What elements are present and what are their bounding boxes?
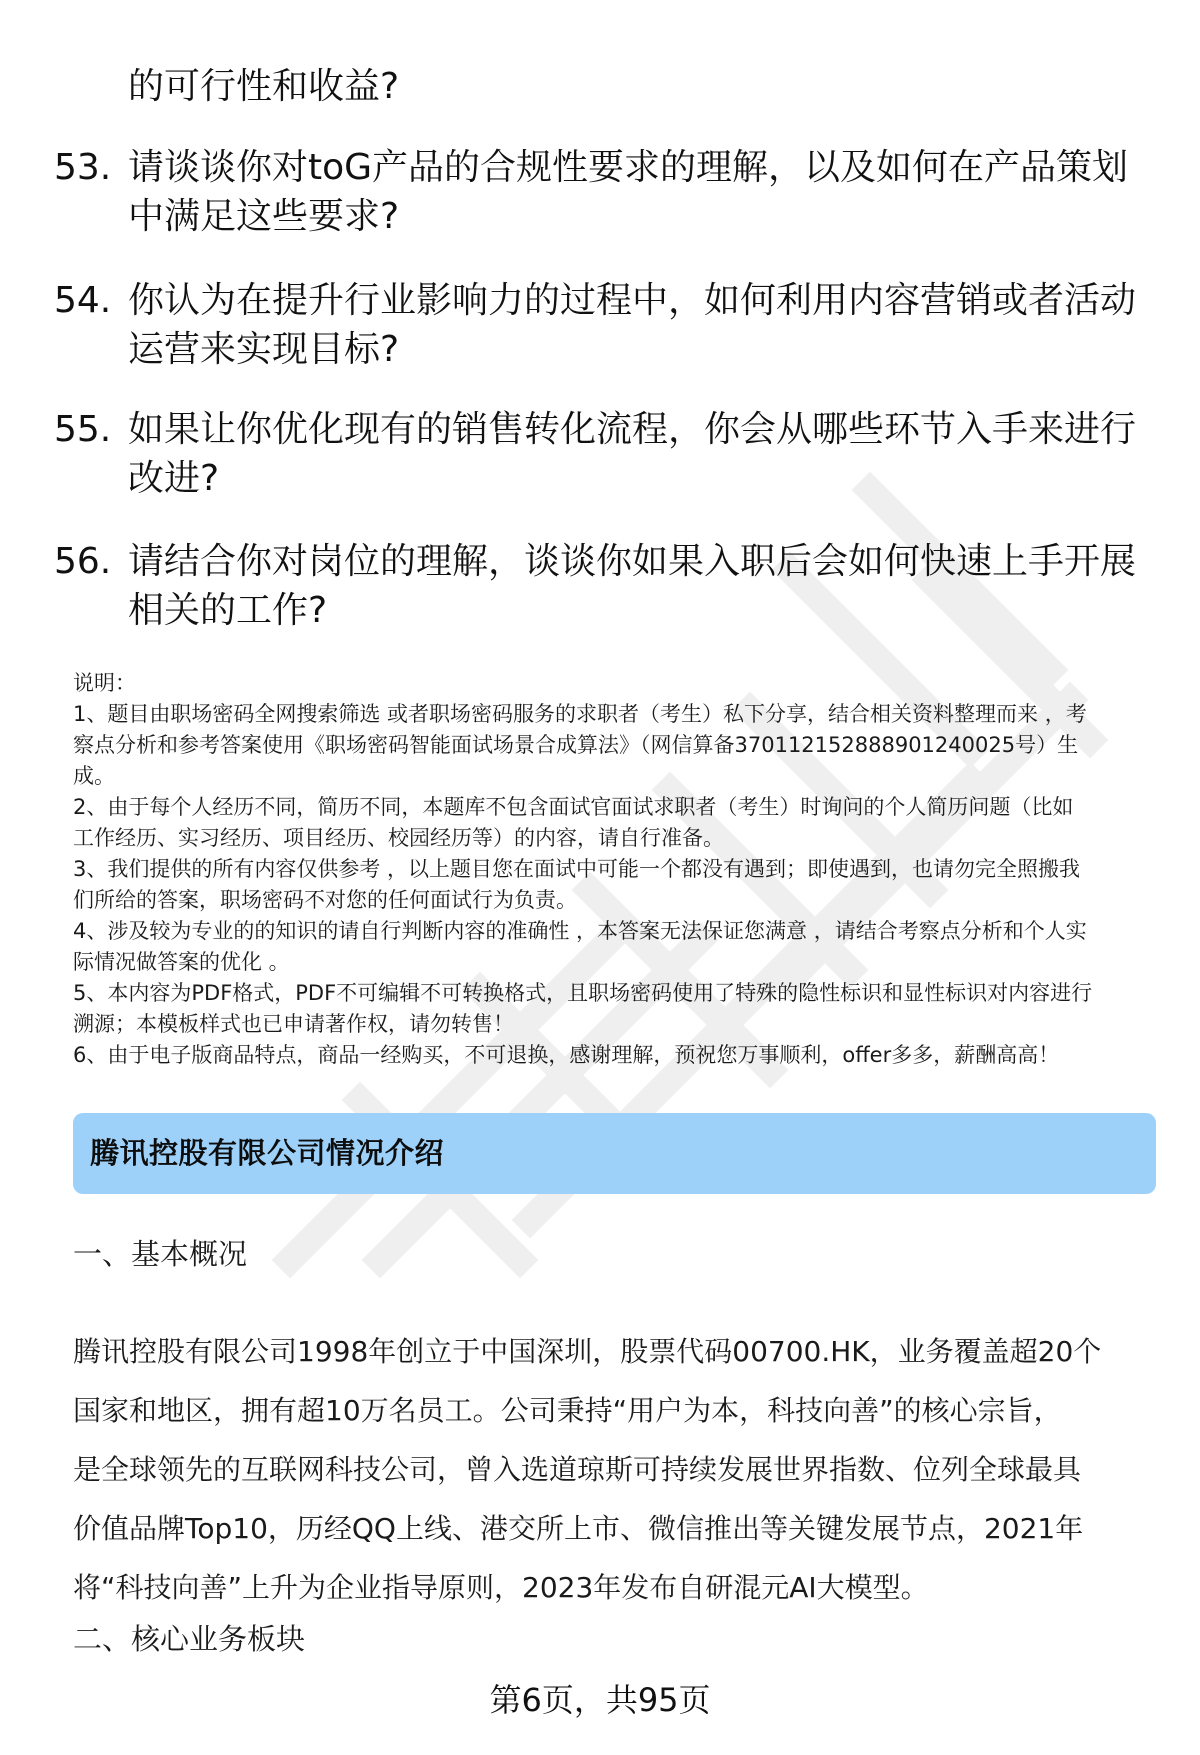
notes-line: 工作经历、实习经历、项目经历、校园经历等）的内容，请自行准备。: [73, 826, 724, 850]
question-line: 中满足这些要求?: [128, 196, 400, 237]
question-text: [128, 143, 1148, 241]
heading-basic-overview: 一、基本概况: [73, 1237, 248, 1271]
paragraph-line: 是全球领先的互联网科技公司，曾入选道琼斯可持续发展世界指数、位列全球最具: [73, 1453, 1082, 1486]
section-banner: [73, 1113, 1156, 1194]
notes-line: 溯源；本模板样式也已申请著作权，请勿转售！: [73, 1012, 514, 1036]
page-indicator: 第6页，共95页: [489, 1681, 711, 1719]
question-number: 54.: [54, 280, 112, 321]
notes-line: 5、本内容为PDF格式，PDF不可编辑不可转换格式，且职场密码使用了特殊的隐性标识和显性标识对内容进行: [73, 981, 1093, 1005]
section-title: 腾讯控股有限公司情况介绍: [90, 1136, 445, 1170]
question-line: 的可行性和收益?: [128, 66, 400, 107]
notes-line: 1、题目由职场密码全网搜索筛选 或者职场密码服务的求职者（考生）私下分享，结合相关资料整理而来 ，考: [73, 702, 1087, 726]
question-line: 请谈谈你对toG产品的合规性要求的理解，以及如何在产品策划: [128, 147, 1129, 188]
notes-line: 成。: [73, 764, 115, 788]
paragraph-line: 价值品牌Top10，历经QQ上线、港交所上市、微信推出等关键发展节点，2021年: [73, 1512, 1084, 1545]
question-text: [128, 62, 1148, 111]
notes-line: 察点分析和参考答案使用《职场密码智能面试场景合成算法》（网信算备370112152888901240025号）生: [73, 733, 1079, 757]
heading-core-business: 二、核心业务板块: [73, 1622, 306, 1656]
notes-line: 3、我们提供的所有内容仅供参考 ，以上题目您在面试中可能一个都没有遇到；即使遇到，也请勿完全照搬我: [73, 857, 1081, 881]
paragraph-line: 腾讯控股有限公司1998年创立于中国深圳，股票代码00700.HK，业务覆盖超20个: [73, 1335, 1102, 1368]
paragraph-line: 将“科技向善”上升为企业指导原则，2023年发布自研混元AI大模型。: [73, 1571, 929, 1604]
question-text: [128, 405, 1148, 503]
question-text: [128, 276, 1148, 374]
question-line: 你认为在提升行业影响力的过程中，如何利用内容营销或者活动: [128, 280, 1137, 321]
question-line: 改进?: [128, 458, 220, 499]
notes-line: 际情况做答案的优化 。: [73, 950, 290, 974]
question-number: 53.: [54, 147, 112, 188]
question-number: 56.: [54, 541, 112, 582]
company-overview-paragraph: [73, 1322, 1163, 1617]
question-number: 55.: [54, 409, 112, 450]
question-line: 如果让你优化现有的销售转化流程，你会从哪些环节入手来进行: [128, 409, 1137, 450]
notes-section: [73, 668, 1163, 1071]
question-line: 请结合你对岗位的理解，谈谈你如果入职后会如何快速上手开展: [128, 541, 1137, 582]
paragraph-line: 国家和地区，拥有超10万名员工。公司秉持“用户为本，科技向善”的核心宗旨，: [73, 1394, 1062, 1427]
notes-line: 们所给的答案，职场密码不对您的任何面试行为负责。: [73, 888, 577, 912]
notes-title: 说明：: [73, 671, 136, 695]
notes-line: 4、涉及较为专业的的知识的请自行判断内容的准确性 ，本答案无法保证您满意 ，请结合考察点分析和个人实: [73, 919, 1087, 943]
question-line: 相关的工作?: [128, 590, 328, 631]
notes-line: 2、由于每个人经历不同，简历不同，本题库不包含面试官面试求职者（考生）时询问的个人简历问题（比如: [73, 795, 1074, 819]
question-line: 运营来实现目标?: [128, 329, 400, 370]
question-text: [128, 537, 1148, 635]
notes-line: 6、由于电子版商品特点，商品一经购买，不可退换，感谢理解，预祝您万事顺利，offer多多，薪酬高高！: [73, 1043, 1060, 1067]
